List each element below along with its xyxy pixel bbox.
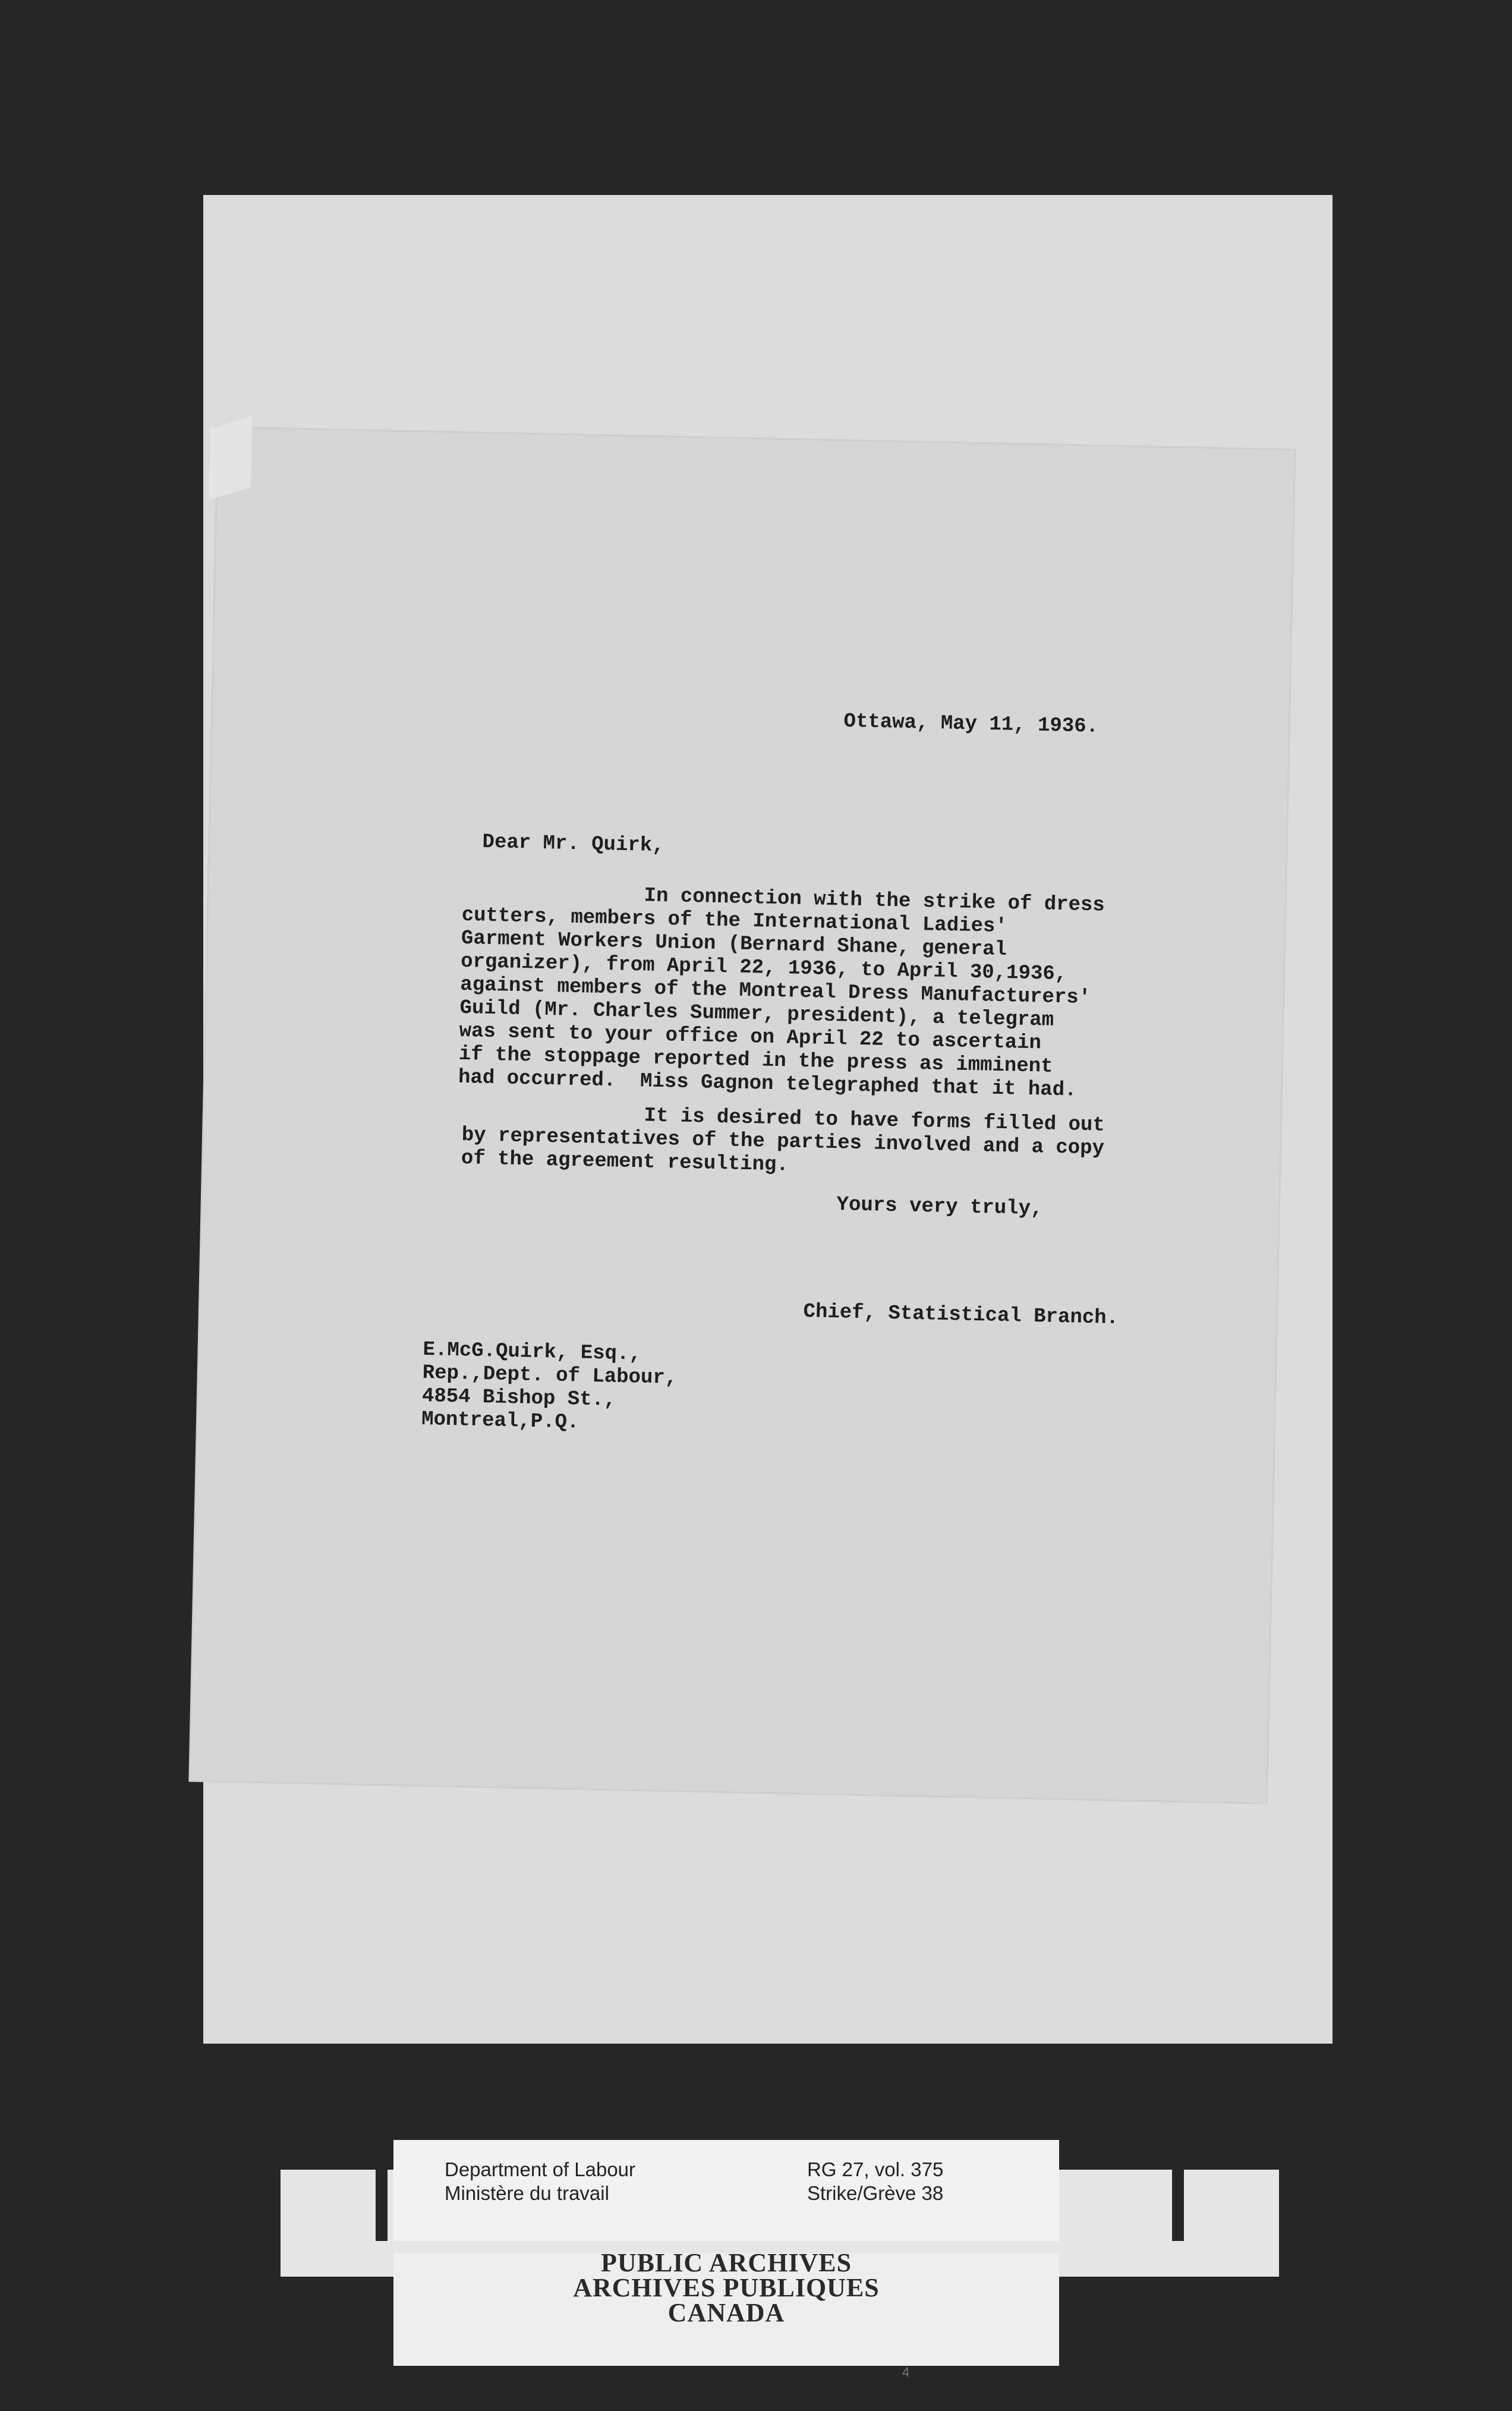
frame-mark: 4 bbox=[902, 2365, 910, 2379]
letter-closing: Yours very truly, bbox=[836, 1194, 1043, 1221]
recipient-address: E.McG.Quirk, Esq., Rep.,Dept. of Labour, 4854 Bishop St., Montreal,P.Q. bbox=[421, 1339, 678, 1434]
letter-signature: Chief, Statistical Branch. bbox=[803, 1301, 1119, 1330]
letter-body-paragraph-1: In connection with the strike of dress cutters, members of the International Ladies' Garment Workers Union (Bernard Shane, general organizer), from April 22, 1936, to April 30,1936, against members of the Montreal Dress Manufacturers' Guild (Mr. Charles Summer, president), a telegram was sent to your office on April 22 to ascertain if the stoppage reported in the press as imminent had occurred. Miss Gagnon telegraphed that it had. bbox=[458, 881, 1105, 1102]
folded-corner bbox=[209, 416, 252, 500]
letter-date: Ottawa, May 11, 1936. bbox=[843, 710, 1099, 738]
label-record-group: RG 27, vol. 375 bbox=[807, 2158, 944, 2180]
stamp-line-2: ARCHIVES PUBLIQUES bbox=[573, 2273, 880, 2302]
stamp-line-3: CANADA bbox=[667, 2298, 785, 2327]
letter-body-paragraph-2: It is desired to have forms filled out by representatives of the parties involved and a copy of the agreement resulting. bbox=[461, 1101, 1105, 1177]
letter-salutation: Dear Mr. Quirk, bbox=[482, 831, 664, 858]
label-strike-number: Strike/Grève 38 bbox=[807, 2182, 944, 2204]
label-department-fr: Ministère du travail bbox=[445, 2182, 609, 2204]
stamp-line-1: PUBLIC ARCHIVES bbox=[600, 2248, 852, 2277]
label-department-en: Department of Labour bbox=[445, 2158, 636, 2180]
